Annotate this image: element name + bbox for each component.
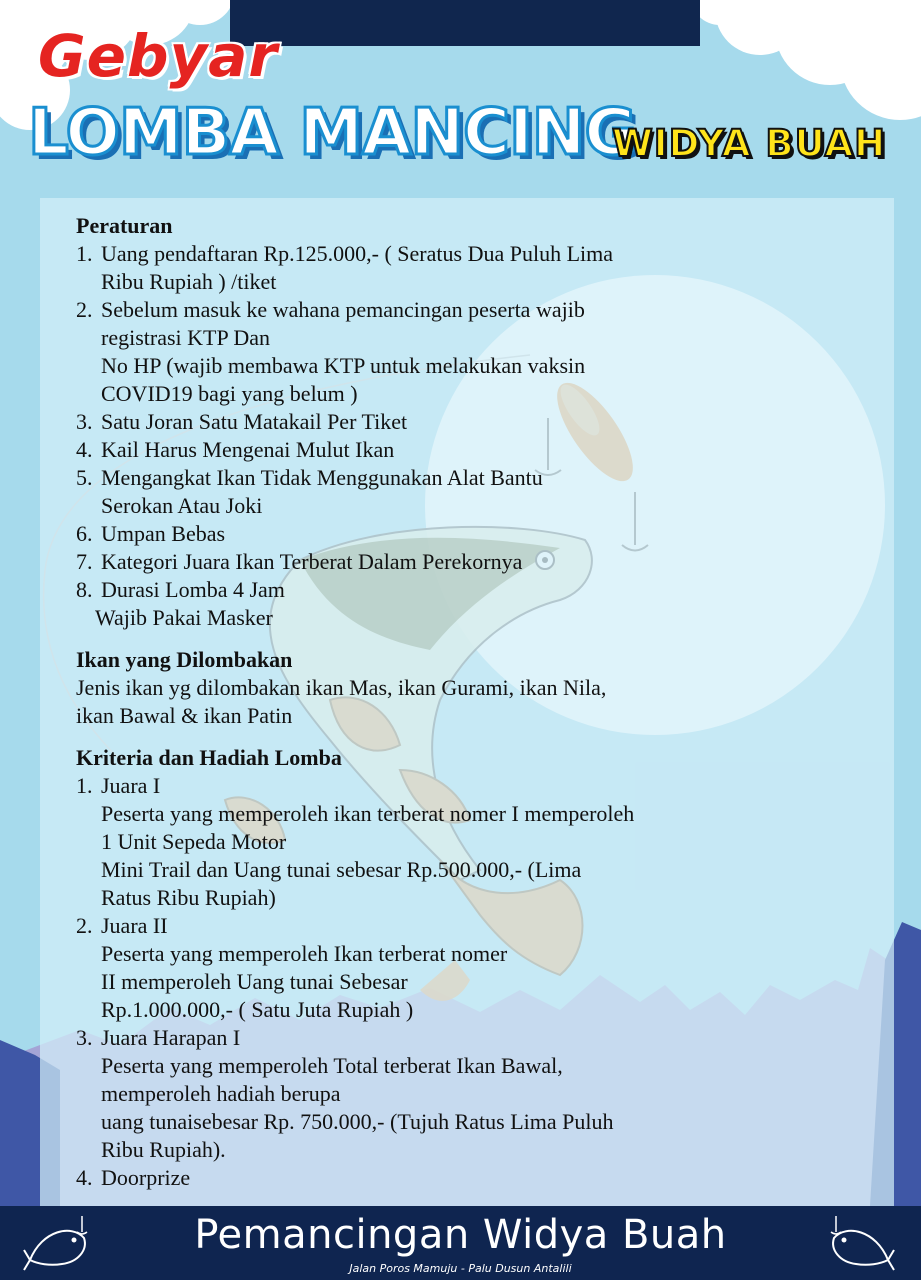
- prize-description-line: Peserta yang memperoleh ikan terberat nomer I memperoleh: [101, 801, 635, 826]
- top-banner-band: [230, 0, 700, 46]
- prize-title: Juara I: [101, 773, 161, 798]
- prize-number: 1.: [76, 773, 93, 798]
- prize-description-line: Ratus Ribu Rupiah): [101, 885, 276, 910]
- rule-line: Mengangkat Ikan Tidak Menggunakan Alat Bantu: [101, 465, 543, 490]
- prizes-heading: Kriteria dan Hadiah Lomba: [76, 745, 342, 770]
- prize-title: Juara Harapan I: [101, 1025, 241, 1050]
- rule-number: 7.: [76, 549, 93, 574]
- prize-item: [76, 772, 776, 912]
- rule-item: [76, 464, 776, 520]
- prize-number: 2.: [76, 913, 93, 938]
- rule-line: Umpan Bebas: [101, 521, 226, 546]
- header-title: LOMBA MANCING: [28, 96, 636, 170]
- prize-description-line: memperoleh hadiah berupa: [101, 1081, 341, 1106]
- rule-line: registrasi KTP Dan: [101, 325, 271, 350]
- rule-number: 2.: [76, 297, 93, 322]
- rule-line: Sebelum masuk ke wahana pemancingan peserta wajib: [101, 297, 585, 322]
- rule-number: 3.: [76, 409, 93, 434]
- prize-title: Juara II: [101, 913, 168, 938]
- prize-item: [76, 912, 776, 1024]
- rule-line: Serokan Atau Joki: [101, 493, 263, 518]
- prize-item: [76, 1164, 776, 1192]
- header-kicker: Gebyar: [38, 22, 279, 90]
- rule-line: Uang pendaftaran Rp.125.000,- ( Seratus Dua Puluh Lima: [101, 241, 613, 266]
- rule-number: 8.: [76, 577, 93, 602]
- fish-heading: Ikan yang Dilombakan: [76, 647, 293, 672]
- prize-description-line: uang tunaisebesar Rp. 750.000,- (Tujuh Ratus Lima Puluh: [101, 1109, 614, 1134]
- prize-number: 3.: [76, 1025, 93, 1050]
- rule-number: 5.: [76, 465, 93, 490]
- rule-number: 6.: [76, 521, 93, 546]
- prize-description-line: Mini Trail dan Uang tunai sebesar Rp.500.000,- (Lima: [101, 857, 582, 882]
- prize-description-line: II memperoleh Uang tunai Sebesar: [101, 969, 408, 994]
- rule-line: Satu Joran Satu Matakail Per Tiket: [101, 409, 408, 434]
- cloud-icon: [690, 0, 921, 120]
- prize-number: 4.: [76, 1165, 93, 1190]
- rule-line: Ribu Rupiah ) /tiket: [101, 269, 277, 294]
- rule-number: 4.: [76, 437, 93, 462]
- fish-description: [76, 674, 776, 730]
- prize-item: [76, 1024, 776, 1164]
- rules-note: Wajib Pakai Masker: [95, 605, 273, 630]
- rule-number: 1.: [76, 241, 93, 266]
- prize-description-line: Ribu Rupiah).: [101, 1137, 226, 1162]
- prizes-list: [76, 772, 776, 1192]
- fish-description-line: Jenis ikan yg dilombakan ikan Mas, ikan Gurami, ikan Nila,: [76, 675, 607, 700]
- content-text: [76, 212, 776, 1192]
- fish-description-line: ikan Bawal & ikan Patin: [76, 703, 293, 728]
- rule-item: [76, 296, 776, 408]
- rule-item: [76, 520, 776, 548]
- rule-item: [76, 576, 776, 604]
- rules-heading: Peraturan: [76, 213, 173, 238]
- rule-item: [76, 408, 776, 436]
- footer-address: Jalan Poros Mamuju - Palu Dusun Antalili: [349, 1262, 572, 1275]
- rule-item: [76, 240, 776, 296]
- prize-title: Doorprize: [101, 1165, 191, 1190]
- rules-list: [76, 240, 776, 604]
- rule-item: [76, 436, 776, 464]
- rule-line: No HP (wajib membawa KTP untuk melakukan vaksin: [101, 353, 586, 378]
- header-subtitle: WIDYA BUAH: [612, 122, 887, 165]
- prize-description-line: Peserta yang memperoleh Ikan terberat nomer: [101, 941, 508, 966]
- rule-line: Kail Harus Mengenai Mulut Ikan: [101, 437, 395, 462]
- prize-description-line: 1 Unit Sepeda Motor: [101, 829, 287, 854]
- rule-line: COVID19 bagi yang belum ): [101, 381, 358, 406]
- rule-line: Durasi Lomba 4 Jam: [101, 577, 285, 602]
- footer-title: Pemancingan Widya Buah: [194, 1212, 727, 1258]
- prize-description-line: Rp.1.000.000,- ( Satu Juta Rupiah ): [101, 997, 414, 1022]
- rule-item: [76, 548, 776, 576]
- rule-line: Kategori Juara Ikan Terberat Dalam Perekornya: [101, 549, 523, 574]
- prize-description-line: Peserta yang memperoleh Total terberat Ikan Bawal,: [101, 1053, 563, 1078]
